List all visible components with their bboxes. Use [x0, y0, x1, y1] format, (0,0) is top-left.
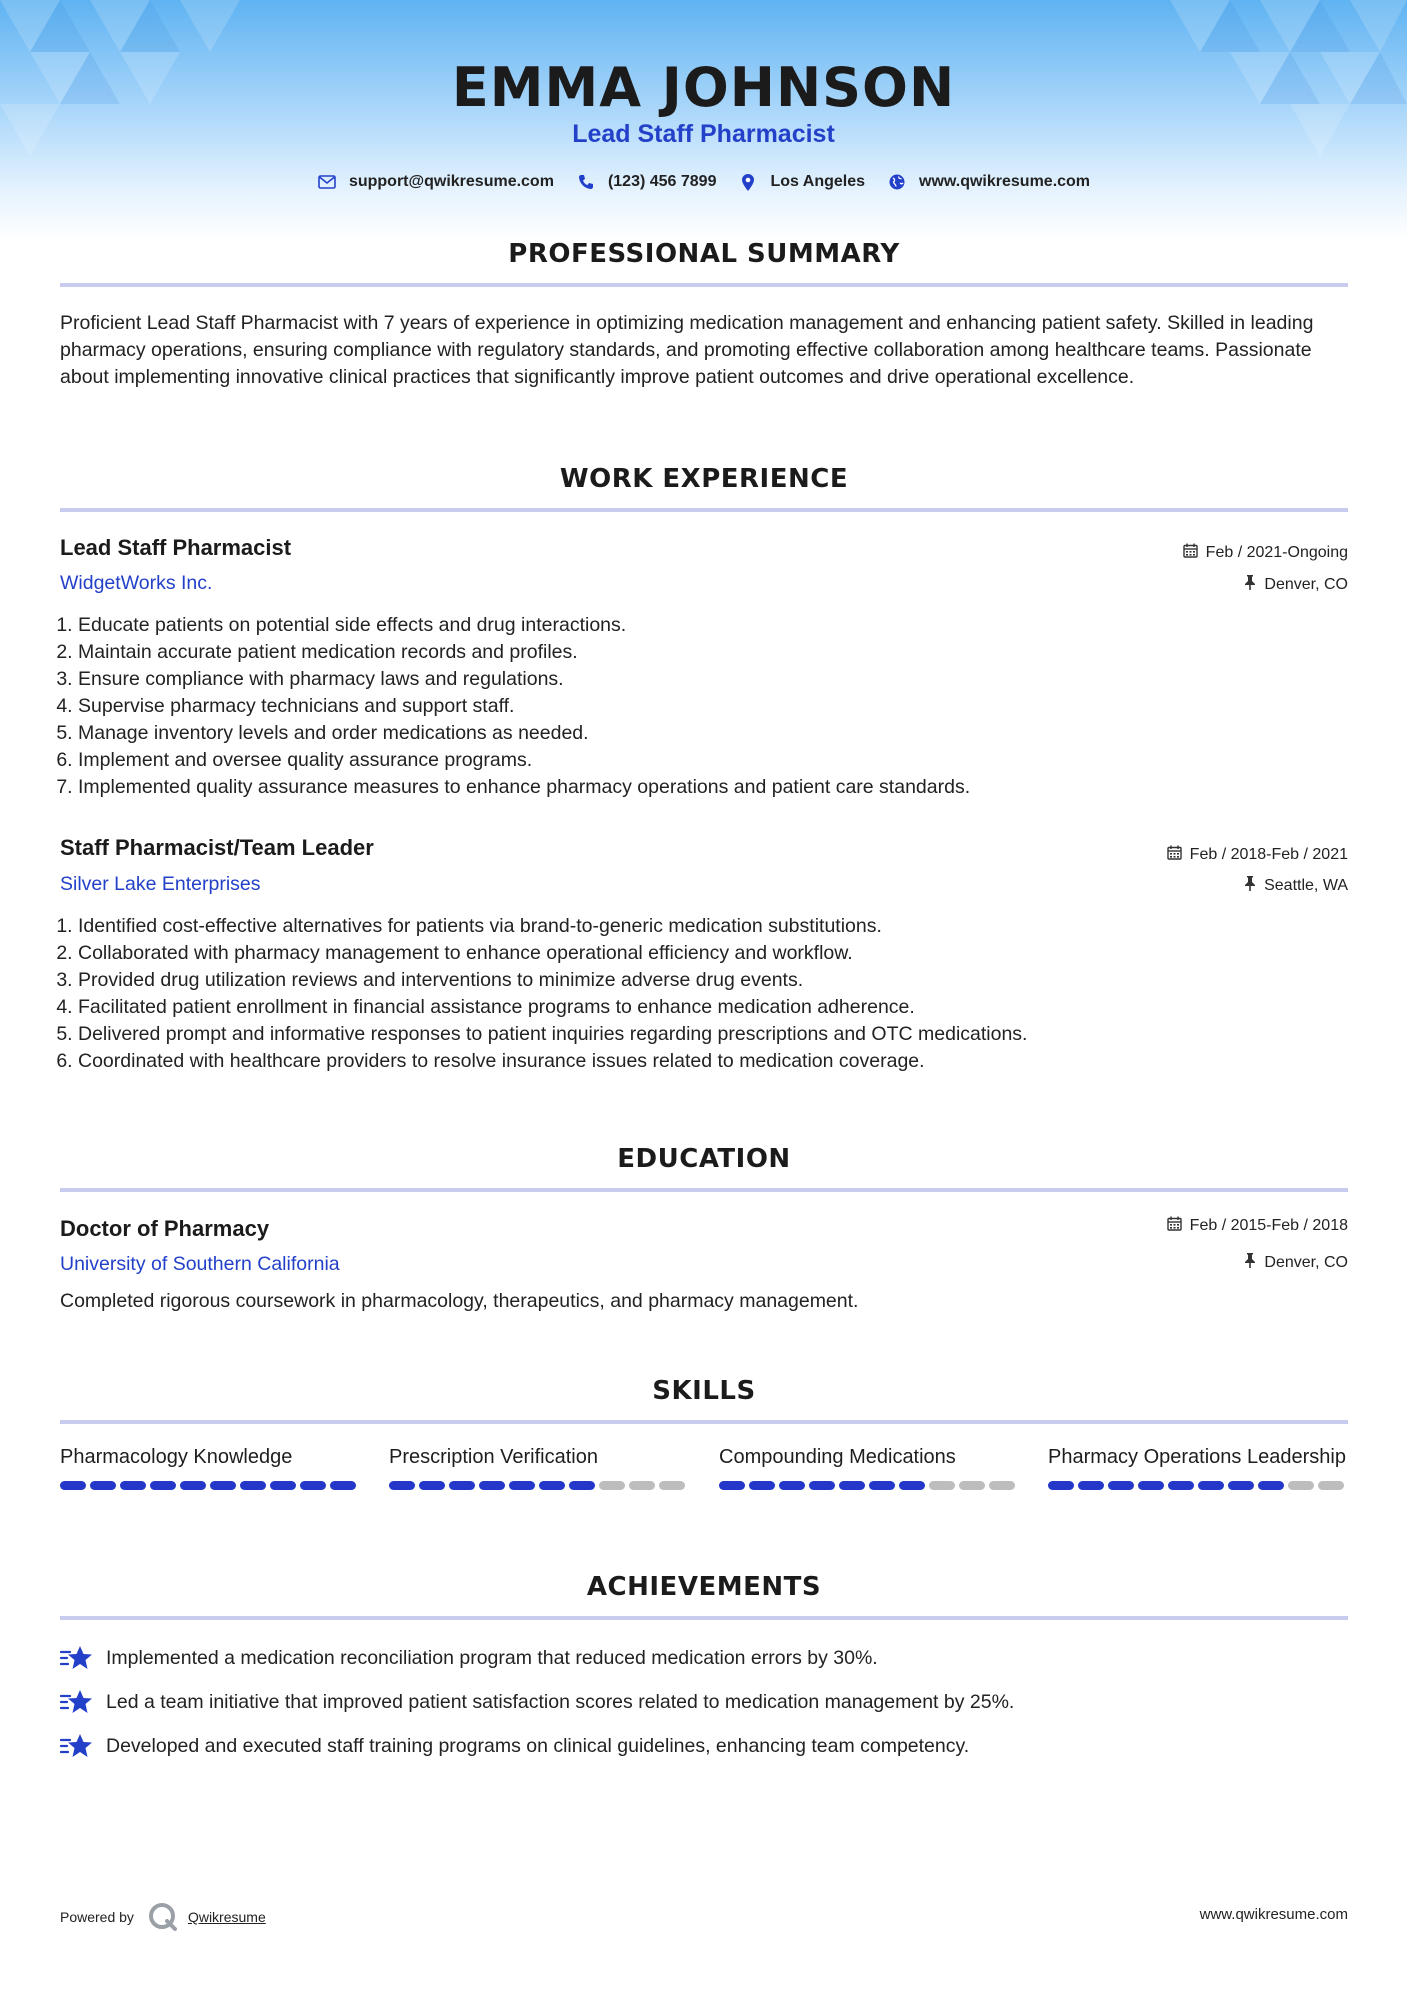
list-item: 4. Facilitated patient enrollment in financial assistance programs to enhance medication adherence. [78, 994, 1368, 1021]
skill-dot-empty [659, 1481, 685, 1490]
powered-by-label: Powered by [60, 1909, 134, 1925]
skill-dot-filled [240, 1481, 266, 1490]
skill-name: Prescription Verification [389, 1446, 598, 1468]
list-item: 3. Provided drug utilization reviews and interventions to minimize adverse drug events. [78, 967, 1368, 994]
candidate-name: EMMA JOHNSON [451, 56, 956, 119]
skill-dot-filled [539, 1481, 565, 1490]
skill-dot-empty [629, 1481, 655, 1490]
achievements-heading: ACHIEVEMENTS [586, 1572, 822, 1602]
achievement-item [60, 1643, 878, 1673]
school-name: University of Southern California [60, 1253, 340, 1275]
job-company: Silver Lake Enterprises [60, 873, 261, 895]
job-title: Staff Pharmacist/Team Leader [60, 835, 374, 860]
skill-dot-filled [1108, 1481, 1134, 1490]
list-item: 6. Implement and oversee quality assurance programs. [78, 747, 1368, 774]
footer-powered-by [60, 1902, 266, 1932]
skill-dot-empty [959, 1481, 985, 1490]
skill-dot-filled [270, 1481, 296, 1490]
list-item: 3. Ensure compliance with pharmacy laws and regulations. [78, 666, 1368, 693]
skill-item [60, 1444, 360, 1490]
education-heading: EDUCATION [617, 1144, 791, 1174]
job-title: Lead Staff Pharmacist [60, 535, 292, 560]
skill-name: Pharmacology Knowledge [60, 1446, 293, 1468]
pushpin-icon [1244, 575, 1256, 595]
job-location [1244, 876, 1348, 896]
achievements-divider [60, 1616, 1348, 1620]
list-item: 4. Supervise pharmacy technicians and support staff. [78, 693, 1368, 720]
skill-dot-filled [779, 1481, 805, 1490]
list-item: 2. Collaborated with pharmacy management to enhance operational efficiency and workflow. [78, 940, 1368, 967]
skill-dot-filled [569, 1481, 595, 1490]
calendar-icon [1183, 543, 1198, 563]
achievement-item [60, 1687, 1014, 1717]
qwikresume-link[interactable]: Qwikresume [187, 1909, 266, 1925]
skill-dot-filled [1138, 1481, 1164, 1490]
skill-dot-filled [479, 1481, 505, 1490]
job-dates [1167, 845, 1348, 865]
skill-dot-filled [1078, 1481, 1104, 1490]
skill-item [719, 1444, 1019, 1490]
qwikresume-logo-icon [148, 1902, 178, 1932]
achievement-item [60, 1731, 969, 1761]
pushpin-icon [1244, 1253, 1256, 1273]
star-badge-icon [60, 1731, 94, 1761]
skill-dot-filled [180, 1481, 206, 1490]
list-item: 1. Identified cost-effective alternatives for patients via brand-to-generic medication substitutions. [78, 913, 1368, 940]
skill-item [1048, 1444, 1348, 1490]
education-location [1244, 1253, 1348, 1273]
skill-dot-filled [330, 1481, 356, 1490]
skill-dot-filled [899, 1481, 925, 1490]
skill-name: Compounding Medications [719, 1446, 956, 1468]
skills-divider [60, 1420, 1348, 1424]
skill-dot-filled [419, 1481, 445, 1490]
star-badge-icon [60, 1687, 94, 1717]
skills-heading: SKILLS [652, 1376, 756, 1406]
skill-dot-filled [210, 1481, 236, 1490]
contact-bar [0, 172, 1407, 192]
skill-dot-filled [1258, 1481, 1284, 1490]
skill-level-meter [389, 1481, 689, 1490]
skill-dot-filled [809, 1481, 835, 1490]
skill-level-meter [719, 1481, 1019, 1490]
skill-dot-filled [120, 1481, 146, 1490]
list-item: 1. Educate patients on potential side effects and drug interactions. [78, 612, 1368, 639]
skill-dot-filled [1168, 1481, 1194, 1490]
job-location-text: Seattle, WA [1264, 877, 1348, 894]
job-dates [1183, 543, 1348, 563]
achievement-text: Developed and executed staff training programs on clinical guidelines, enhancing team competency. [106, 1734, 970, 1757]
skill-dot-filled [1048, 1481, 1074, 1490]
footer-website[interactable]: www.qwikresume.com [1199, 1906, 1348, 1923]
envelope-icon [317, 172, 337, 192]
candidate-title: Lead Staff Pharmacist [572, 120, 835, 148]
summary-heading: PROFESSIONAL SUMMARY [508, 239, 900, 269]
education-description: Completed rigorous coursework in pharmacology, therapeutics, and pharmacy management. [60, 1290, 859, 1312]
skill-level-meter [1048, 1481, 1348, 1490]
contact-location: Los Angeles [770, 173, 866, 190]
skill-dot-filled [90, 1481, 116, 1490]
skill-dot-filled [719, 1481, 745, 1490]
skill-dot-filled [150, 1481, 176, 1490]
calendar-icon [1167, 1216, 1182, 1236]
job-company: WidgetWorks Inc. [60, 572, 213, 594]
experience-heading: WORK EXPERIENCE [559, 464, 849, 494]
job-location-text: Denver, CO [1264, 576, 1348, 593]
skill-item [389, 1444, 689, 1490]
education-dates-text: Feb / 2015-Feb / 2018 [1189, 1217, 1348, 1234]
list-item: 6. Coordinated with healthcare providers to resolve insurance issues related to medication coverage. [78, 1048, 1368, 1075]
skill-dot-empty [1318, 1481, 1344, 1490]
skill-dot-filled [509, 1481, 535, 1490]
list-item: 7. Implemented quality assurance measures to enhance pharmacy operations and patient care standards. [78, 774, 1368, 801]
skill-dot-filled [1228, 1481, 1254, 1490]
globe-icon [887, 172, 907, 192]
achievement-text: Led a team initiative that improved patient satisfaction scores related to medication management by 25%. [106, 1690, 1015, 1713]
job-dates-text: Feb / 2021-Ongoing [1205, 544, 1348, 561]
skill-dot-filled [749, 1481, 775, 1490]
pushpin-icon [1244, 876, 1256, 896]
skill-dot-filled [389, 1481, 415, 1490]
contact-email[interactable]: support@qwikresume.com [348, 173, 554, 190]
skill-name: Pharmacy Operations Leadership [1048, 1446, 1346, 1468]
skill-dot-filled [1198, 1481, 1224, 1490]
skill-dot-empty [599, 1481, 625, 1490]
skill-level-meter [60, 1481, 360, 1490]
skill-dot-empty [1288, 1481, 1314, 1490]
star-badge-icon [60, 1643, 94, 1673]
education-location-text: Denver, CO [1264, 1254, 1348, 1271]
skill-dot-filled [839, 1481, 865, 1490]
education-divider [60, 1188, 1348, 1192]
calendar-icon [1167, 845, 1182, 865]
job-location [1244, 575, 1348, 595]
achievement-text: Implemented a medication reconciliation program that reduced medication errors by 30%. [106, 1646, 878, 1669]
list-item: 2. Maintain accurate patient medication records and profiles. [78, 639, 1368, 666]
skill-dot-filled [869, 1481, 895, 1490]
experience-divider [60, 508, 1348, 512]
job-dates-text: Feb / 2018-Feb / 2021 [1189, 846, 1348, 863]
summary-text: Proficient Lead Staff Pharmacist with 7 years of experience in optimizing medication management and enhancing patient safety. Skilled in leading pharmacy operations, ensuring compliance with regulatory standards, and promoting effective collaboration among healthcare teams. Passionate about implementing innovative clinical practices that significantly improve patient outcomes and drive operational excellence. [60, 312, 1314, 388]
job-responsibilities [60, 612, 1368, 801]
skill-dot-filled [449, 1481, 475, 1490]
list-item: 5. Delivered prompt and informative responses to patient inquiries regarding prescriptions and OTC medications. [78, 1021, 1368, 1048]
skill-dot-empty [929, 1481, 955, 1490]
job-responsibilities [60, 913, 1368, 1075]
contact-phone[interactable]: (123) 456 7899 [607, 173, 717, 190]
skill-dot-filled [60, 1481, 86, 1490]
degree-title: Doctor of Pharmacy [60, 1216, 270, 1241]
summary-divider [60, 283, 1348, 287]
contact-website[interactable]: www.qwikresume.com [919, 173, 1091, 190]
map-pin-icon [738, 172, 758, 192]
list-item: 5. Manage inventory levels and order medications as needed. [78, 720, 1368, 747]
education-dates [1167, 1216, 1348, 1236]
phone-icon [576, 172, 596, 192]
skill-dot-empty [989, 1481, 1015, 1490]
skill-dot-filled [300, 1481, 326, 1490]
